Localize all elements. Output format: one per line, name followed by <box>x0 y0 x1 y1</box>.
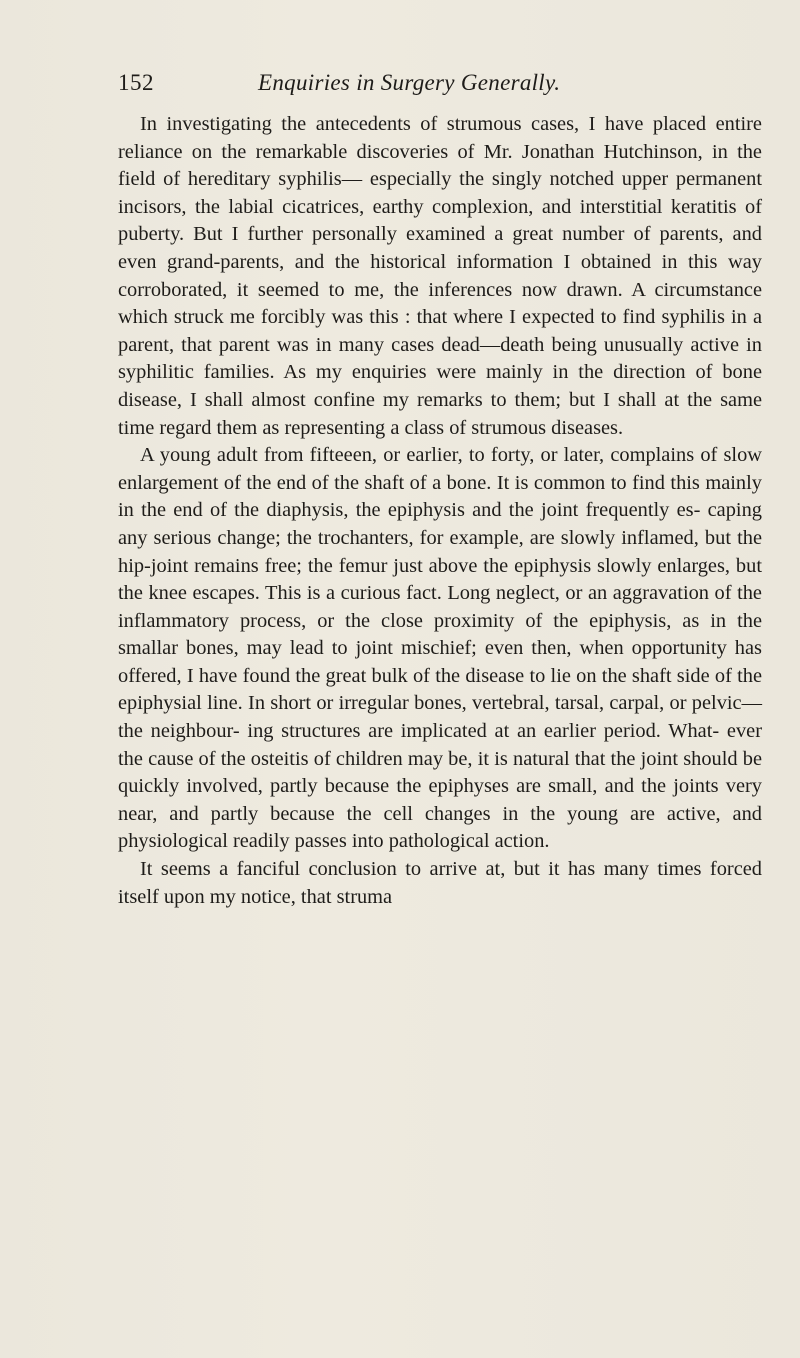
running-title: Enquiries in Surgery Generally. <box>258 70 561 95</box>
page-header <box>118 70 758 106</box>
paragraph-fanciful-conclusion: It seems a fanciful conclusion to arrive at, but it has many times forced itself upon my notice, that struma <box>118 858 762 908</box>
paragraph-young-adult: A young adult from fifteeen, or earlier, to forty, or later, complains of slow enlargement of the end of the shaft of a bone. It is common to find this mainly in the end of the diaphysis, the epiphysis and the joint frequently es- caping any serious change; the trochanters, for example, are slowly inflamed, but the hip-joint remains free; the femur just above the epiphysis slowly enlarges, but the knee escapes. This is a curious fact. Long neglect, or an aggravation of the inflammatory process, or the close proximity of the epiphysis, as in the smallar bones, may lead to joint mischief; even then, when opportunity has offered, I have found the great bulk of the disease to lie on the shaft side of the epiphysial line. In short or irregular bones, vertebral, tarsal, carpal, or pelvic—the neighbour- ing structures are implicated at an earlier period. What- ever the cause of the osteitis of children may be, it is natural that the joint should be quickly involved, partly because the epiphyses are small, and the joints very near, and partly because the cell changes in the young are active, and physiological readily passes into pathological action. <box>118 444 762 853</box>
page-number: 152 <box>118 70 154 95</box>
paragraph-antecedents: In investigating the antecedents of strumous cases, I have placed entire reliance on the remarkable discoveries of Mr. Jonathan Hutchinson, in the field of hereditary syphilis— especially the singly notched upper permanent incisors, the labial cicatrices, earthy complexion, and interstitial keratitis of puberty. But I further personally examined a great number of parents, and even grand-parents, and the historical information I obtained in this way corroborated, it seemed to me, the inferences now drawn. A circumstance which struck me forcibly was this : that where I expected to find syphilis in a parent, that parent was in many cases dead—death being unusually active in syphilitic families. As my enquiries were mainly in the direction of bone disease, I shall almost confine my remarks to them; but I shall at the same time regard them as representing a class of strumous diseases. <box>118 113 762 439</box>
body-text <box>118 111 762 911</box>
